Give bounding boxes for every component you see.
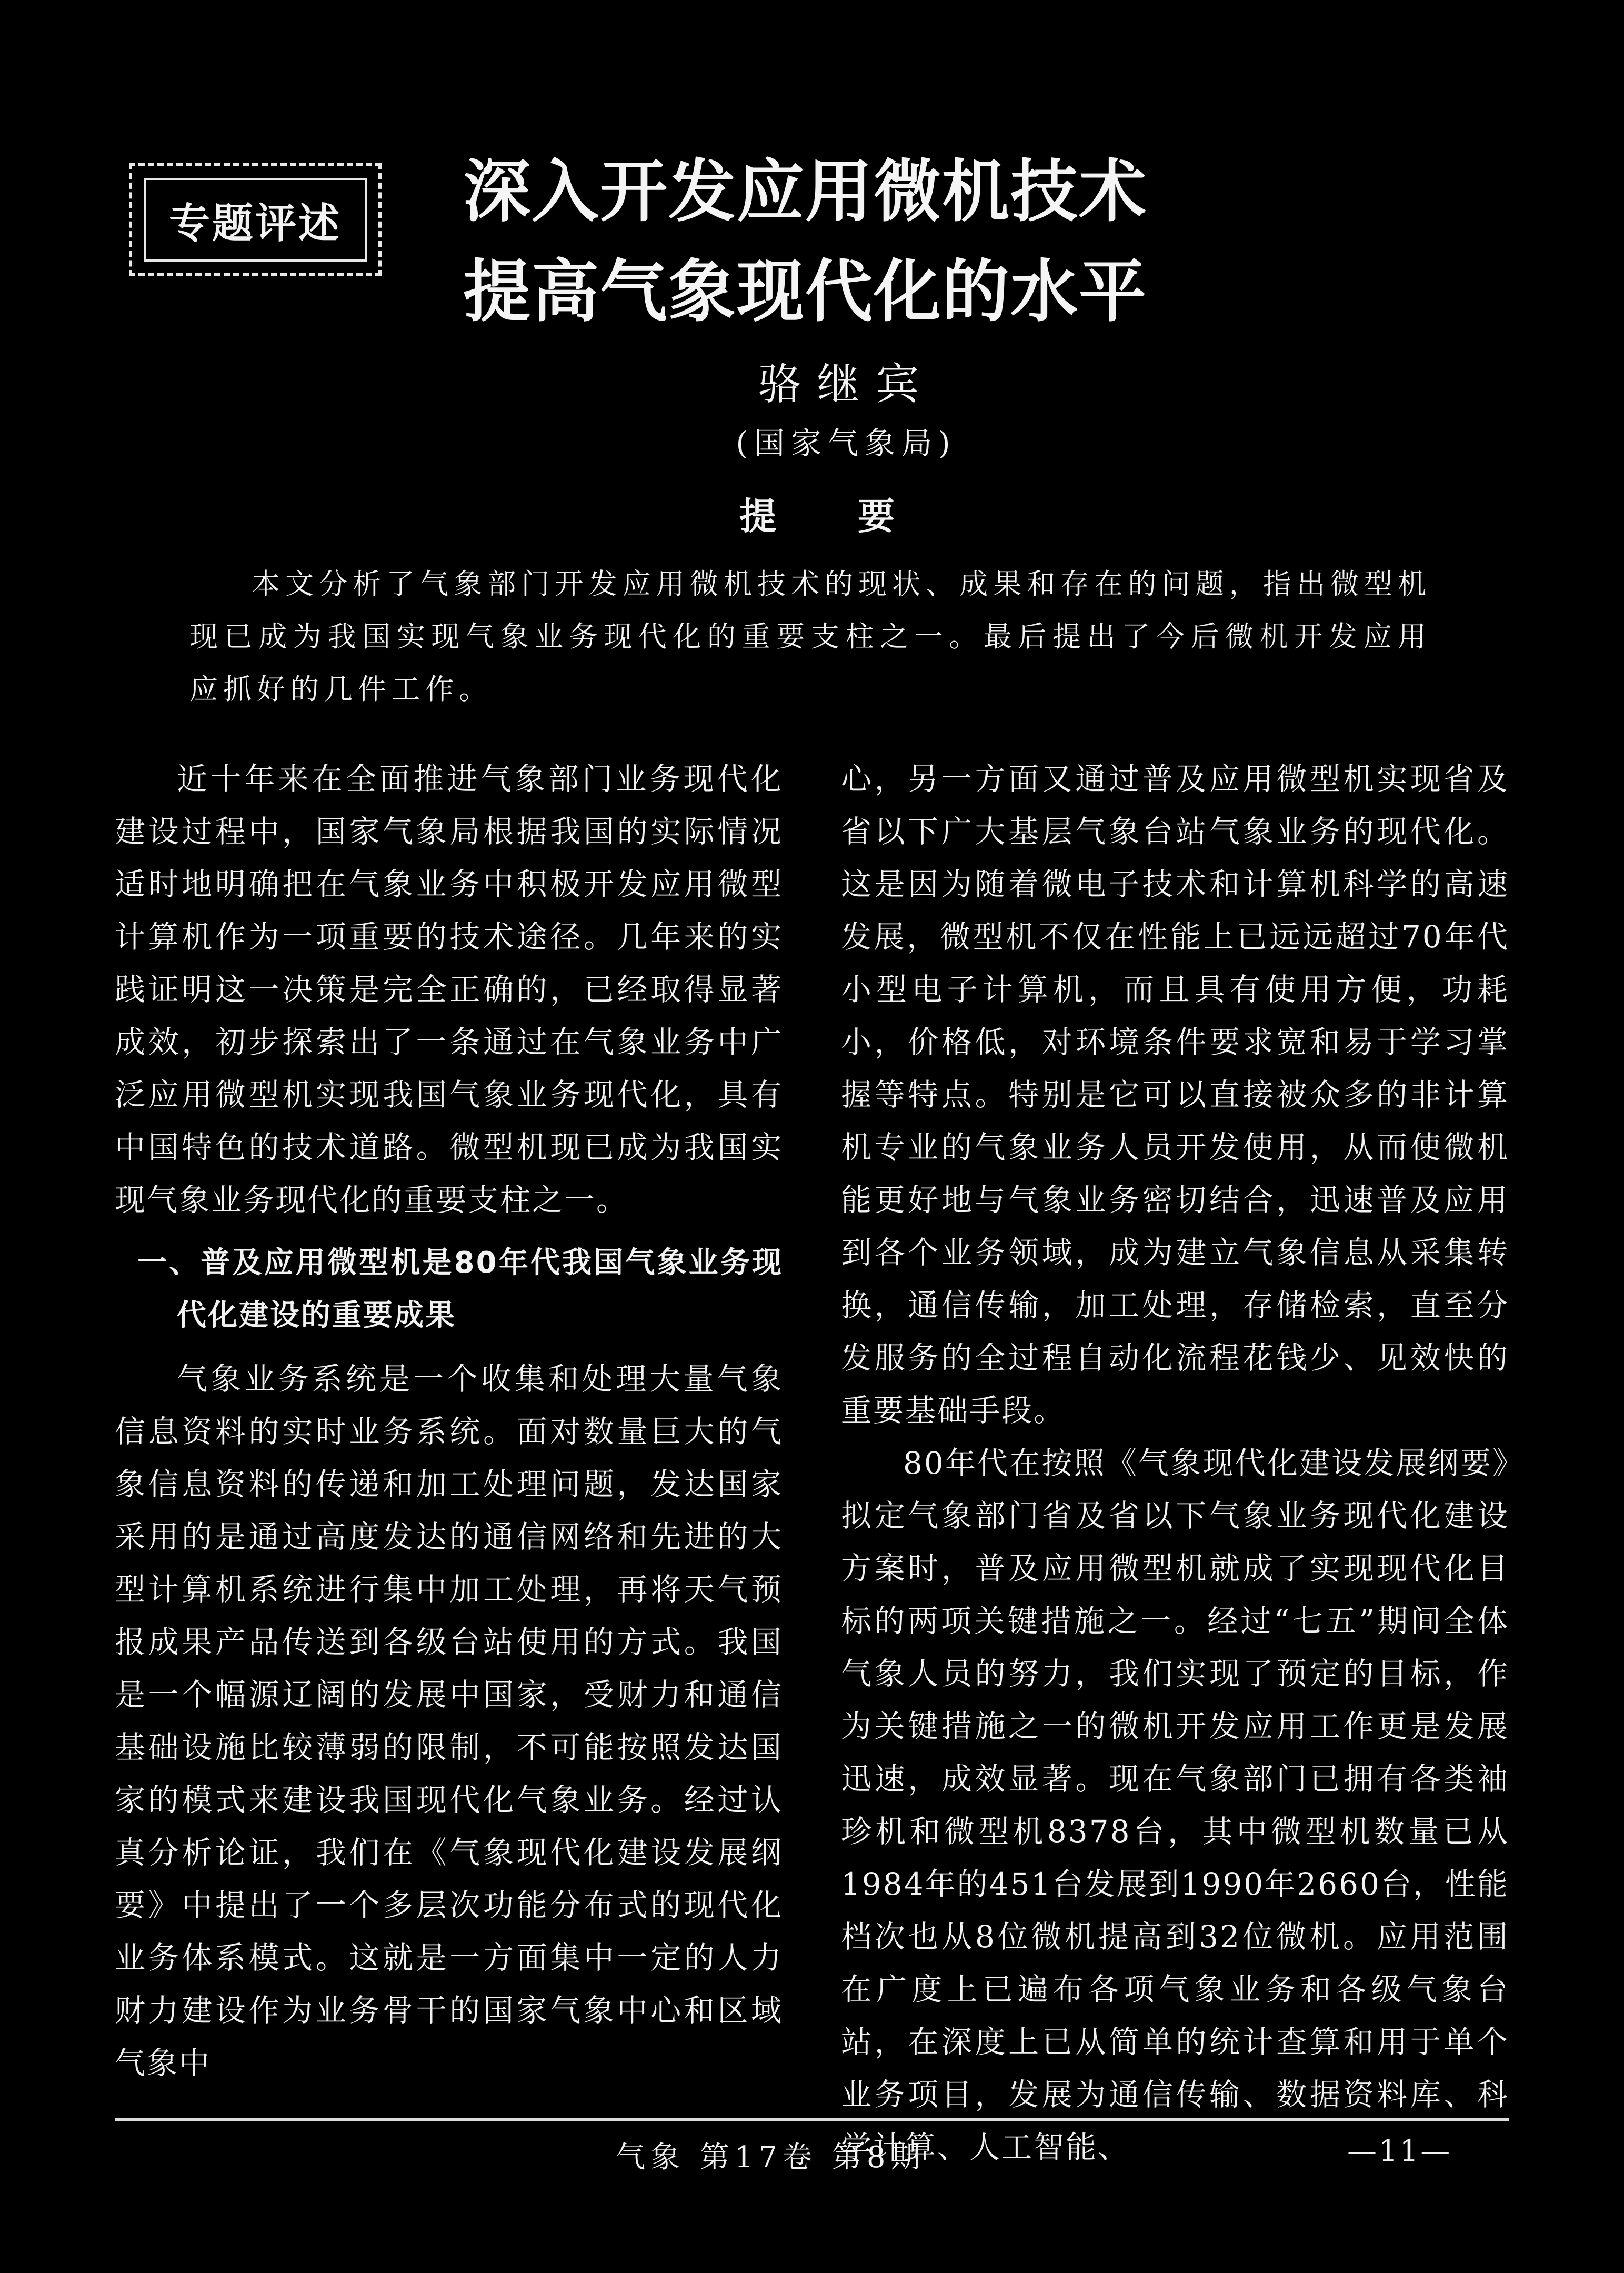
column-badge xyxy=(129,163,382,276)
intro-paragraph: 近十年来在全面推进气象部门业务现代化建设过程中，国家气象局根据我国的实际情况适时地明确把在气象业务中积极开发应用微型计算机作为一项重要的技术途径。几年来的实践证明这一决策是完全正确的，已经取得显著成效，初步探索出了一条通过在气象业务中广泛应用微型机实现我国气象业务现代化，具有中国特色的技术道路。微型机现已成为我国实现气象业务现代化的重要支柱之一。 xyxy=(115,761,783,1218)
author-name: 骆继宾 xyxy=(757,359,935,409)
footer-rule xyxy=(115,2118,1509,2121)
article-title-line-1: 深入开发应用微机技术 xyxy=(463,152,1148,231)
author-affiliation: (国家气象局) xyxy=(736,425,957,461)
body-column-left xyxy=(115,753,783,2079)
body-paragraph: 气象业务系统是一个收集和处理大量气象信息资料的实时业务系统。面对数量巨大的气象信息资料的传递和加工处理问题，发达国家采用的是通过高度发达的通信网络和先进的大型计算机系统进行集中加工处理，再将天气预报成果产品传送到各级台站使用的方式。我国是一个幅源辽阔的发展中国家，受财力和通信基础设施比较薄弱的限制，不可能按照发达国家的模式来建设我国现代化气象业务。经过认真分析论证，我们在《气象现代化建设发展纲要》中提出了一个多层次功能分布式的现代化业务体系模式。这就是一方面集中一定的人力财力建设作为业务骨干的国家气象中心和区域气象中 xyxy=(115,1361,783,2081)
column-badge-label: 专题评述 xyxy=(168,199,342,247)
body-paragraph: 80年代在按照《气象现代化建设发展纲要》拟定气象部门省及省以下气象业务现代化建设方案时，普及应用微型机就成了实现现代化目标的两项关键措施之一。经过“七五”期间全体气象人员的努力，我们实现了预定的目标，作为关键措施之一的微机开发应用工作更是发展迅速，成效显著。现在气象部门已拥有各类袖珍机和微型机8378台，其中微型机数量已从1984年的451台发展到1990年2660台，性能档次也从8位微机提高到32位微机。应用范围在广度上已遍布各项气象业务和各级气象台站，在深度上已从简单的统计查算和用于单个业务项目，发展为通信传输、数据资料库、科学计算、人工智能、 xyxy=(841,1445,1509,2165)
body-paragraph-continued: 心，另一方面又通过普及应用微型机实现省及省以下广大基层气象台站气象业务的现代化。这是因为随着微电子技术和计算机科学的高速发展，微型机不仅在性能上已远远超过70年代小型电子计算机，而且具有使用方便，功耗小，价格低，对环境条件要求宽和易于学习掌握等特点。特别是它可以直接被众多的非计算机专业的气象业务人员开发使用，从而使微机能更好地与气象业务密切结合，迅速普及应用到各个业务领域，成为建立气象信息从采集转换，通信传输，加工处理，存储检索，直至分发服务的全过程自动化流程花钱少、见效快的重要基础手段。 xyxy=(841,761,1509,1428)
page-number: —11— xyxy=(1347,2134,1452,2168)
column-badge-frame xyxy=(144,178,367,262)
section-heading: 一、普及应用微型机是80年代我国气象业务现代化建设的重要成果 xyxy=(137,1246,783,1333)
footer-journal-info: 气象 第17卷 第8期 xyxy=(616,2140,926,2175)
abstract-heading: 提要 xyxy=(739,494,976,538)
abstract xyxy=(189,558,1431,716)
abstract-text: 本文分析了气象部门开发应用微机技术的现状、成果和存在的问题，指出微型机现已成为我国实现气象业务现代化的重要支柱之一。最后提出了今后微机开发应用应抓好的几件工作。 xyxy=(189,567,1431,706)
article-title-line-2: 提高气象现代化的水平 xyxy=(463,252,1148,331)
